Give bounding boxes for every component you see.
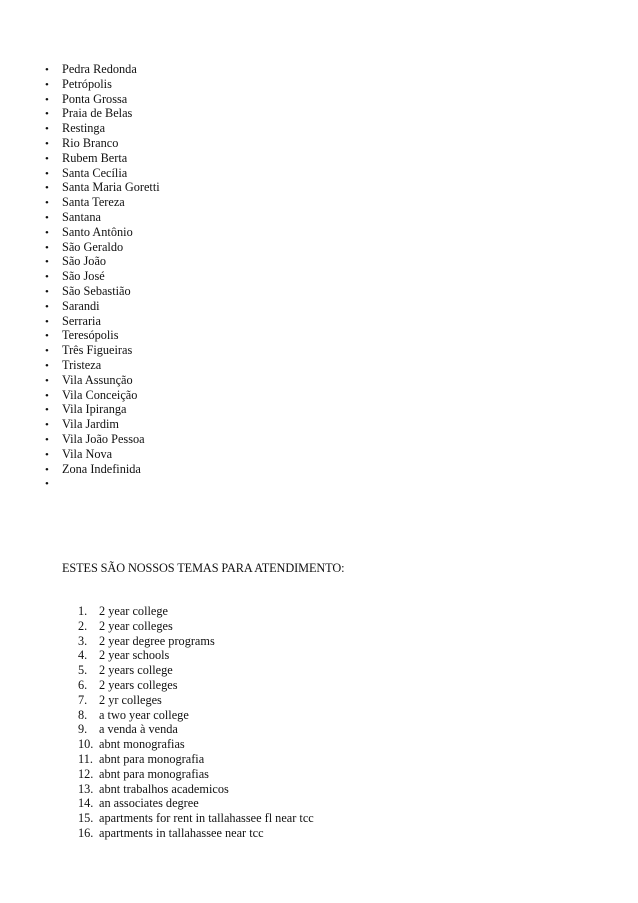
topic-label: 2 yr colleges	[99, 692, 162, 707]
neighborhood-label: Pedra Redonda	[62, 62, 137, 76]
neighborhood-list	[45, 62, 160, 491]
bullet-icon: •	[45, 271, 49, 284]
topic-item	[78, 796, 314, 811]
neighborhood-label: São Geraldo	[62, 239, 124, 254]
topic-number: 2.	[78, 618, 88, 633]
topic-label: 2 year degree programs	[99, 633, 215, 648]
neighborhood-label: Rio Branco	[62, 135, 119, 150]
neighborhood-label: Petrópolis	[62, 76, 112, 91]
bullet-icon: •	[45, 197, 49, 210]
neighborhood-item	[45, 402, 160, 417]
neighborhood-item	[45, 343, 160, 358]
bullet-icon: •	[45, 448, 49, 461]
topics-heading: ESTES SÃO NOSSOS TEMAS PARA ATENDIMENTO:	[62, 561, 345, 575]
neighborhood-label: Zona Indefinida	[62, 461, 141, 476]
topic-label: a two year college	[99, 707, 189, 722]
topic-number: 14.	[78, 796, 94, 811]
neighborhood-label: Tristeza	[62, 357, 102, 372]
topic-item	[78, 708, 314, 723]
neighborhood-item	[45, 62, 160, 77]
topic-number: 3.	[78, 633, 88, 648]
bullet-icon: •	[45, 359, 49, 372]
topic-label: an associates degree	[99, 796, 199, 811]
neighborhood-label: Rubem Berta	[62, 150, 128, 165]
topic-label: 2 year college	[99, 604, 168, 618]
topic-number: 5.	[78, 663, 88, 678]
topic-item	[78, 663, 314, 678]
neighborhood-label: Serraria	[62, 313, 101, 328]
topic-item	[78, 619, 314, 634]
neighborhood-item	[45, 166, 160, 181]
neighborhood-label: Teresópolis	[62, 328, 119, 343]
topic-number: 8.	[78, 707, 88, 722]
topic-item	[78, 604, 314, 619]
topic-item	[78, 737, 314, 752]
topic-label: abnt trabalhos academicos	[99, 781, 229, 796]
topic-label: apartments for rent in tallahassee fl near tcc	[99, 811, 314, 826]
neighborhood-label: Ponta Grossa	[62, 91, 128, 106]
bullet-icon: •	[45, 389, 49, 402]
bullet-icon: •	[45, 404, 49, 417]
topic-item	[78, 722, 314, 737]
neighborhood-label: Vila João Pessoa	[62, 431, 145, 446]
neighborhood-item	[45, 180, 160, 195]
bullet-icon: •	[45, 152, 49, 165]
bullet-icon: •	[45, 137, 49, 150]
topics-list	[78, 604, 314, 841]
bullet-icon: •	[45, 330, 49, 343]
bullet-icon: •	[45, 300, 49, 313]
neighborhood-label: São José	[62, 269, 105, 284]
neighborhood-item	[45, 447, 160, 462]
neighborhood-label: Santa Maria Goretti	[62, 180, 160, 195]
neighborhood-label: São João	[62, 254, 107, 269]
bullet-icon: •	[45, 478, 49, 491]
neighborhood-label: Santa Tereza	[62, 195, 125, 210]
topic-label: abnt monografias	[99, 737, 185, 752]
neighborhood-item	[45, 269, 160, 284]
topic-label: abnt para monografias	[99, 766, 209, 781]
neighborhood-label: Vila Assunção	[62, 372, 133, 387]
topic-number: 13.	[78, 781, 94, 796]
bullet-icon: •	[45, 433, 49, 446]
neighborhood-label: Vila Conceição	[62, 387, 138, 402]
neighborhood-label: Santana	[62, 209, 101, 224]
neighborhood-label: Praia de Belas	[62, 106, 133, 121]
neighborhood-item	[45, 462, 160, 477]
neighborhood-item	[45, 106, 160, 121]
bullet-icon: •	[45, 241, 49, 254]
neighborhood-item	[45, 476, 160, 491]
topic-number: 7.	[78, 692, 88, 707]
topic-item	[78, 767, 314, 782]
topic-item	[78, 678, 314, 693]
topic-label: 2 year schools	[99, 648, 170, 663]
neighborhood-item	[45, 284, 160, 299]
topic-number: 15.	[78, 811, 94, 826]
neighborhood-label: Vila Ipiranga	[62, 402, 127, 417]
bullet-icon: •	[45, 93, 49, 106]
neighborhood-label: Sarandi	[62, 298, 100, 313]
bullet-icon: •	[45, 211, 49, 224]
bullet-icon: •	[45, 64, 49, 76]
topic-item	[78, 826, 314, 841]
bullet-icon: •	[45, 345, 49, 358]
bullet-icon: •	[45, 182, 49, 195]
topic-item	[78, 811, 314, 826]
neighborhood-item	[45, 314, 160, 329]
bullet-icon: •	[45, 419, 49, 432]
topic-number: 4.	[78, 648, 88, 663]
neighborhood-item	[45, 240, 160, 255]
neighborhood-item	[45, 417, 160, 432]
topic-label: 2 years college	[99, 663, 173, 678]
neighborhood-item	[45, 77, 160, 92]
bullet-icon: •	[45, 285, 49, 298]
bullet-icon: •	[45, 123, 49, 136]
bullet-icon: •	[45, 256, 49, 269]
neighborhood-item	[45, 121, 160, 136]
topic-number: 1.	[78, 604, 88, 618]
topic-label: abnt para monografia	[99, 751, 205, 766]
neighborhood-item	[45, 210, 160, 225]
neighborhood-label: Vila Jardim	[62, 417, 119, 432]
neighborhood-item	[45, 136, 160, 151]
topic-item	[78, 634, 314, 649]
topic-item	[78, 752, 314, 767]
neighborhood-label: Santo Antônio	[62, 224, 133, 239]
neighborhood-label: Santa Cecília	[62, 165, 128, 180]
neighborhood-label: Restinga	[62, 121, 106, 136]
topic-label: 2 years colleges	[99, 677, 178, 692]
neighborhood-item	[45, 432, 160, 447]
neighborhood-item	[45, 225, 160, 240]
topic-number: 11.	[78, 751, 93, 766]
topic-number: 16.	[78, 825, 94, 840]
neighborhood-item	[45, 328, 160, 343]
neighborhood-label: Vila Nova	[62, 446, 113, 461]
neighborhood-item	[45, 151, 160, 166]
neighborhood-item	[45, 299, 160, 314]
bullet-icon: •	[45, 226, 49, 239]
neighborhood-label: Três Figueiras	[62, 343, 133, 358]
neighborhood-item	[45, 254, 160, 269]
bullet-icon: •	[45, 463, 49, 476]
topic-item	[78, 782, 314, 797]
neighborhood-label: São Sebastião	[62, 283, 131, 298]
neighborhood-item	[45, 373, 160, 388]
bullet-icon: •	[45, 78, 49, 91]
topic-number: 6.	[78, 677, 88, 692]
neighborhood-item	[45, 388, 160, 403]
bullet-icon: •	[45, 108, 49, 121]
neighborhood-item	[45, 195, 160, 210]
topic-label: a venda à venda	[99, 722, 178, 737]
topic-label: 2 year colleges	[99, 618, 173, 633]
neighborhood-item	[45, 358, 160, 373]
topic-number: 10.	[78, 737, 94, 752]
bullet-icon: •	[45, 315, 49, 328]
topic-label: apartments in tallahassee near tcc	[99, 825, 264, 840]
topic-item	[78, 693, 314, 708]
bullet-icon: •	[45, 374, 49, 387]
topic-number: 9.	[78, 722, 88, 737]
bullet-icon: •	[45, 167, 49, 180]
topic-item	[78, 648, 314, 663]
topic-number: 12.	[78, 766, 94, 781]
neighborhood-item	[45, 92, 160, 107]
